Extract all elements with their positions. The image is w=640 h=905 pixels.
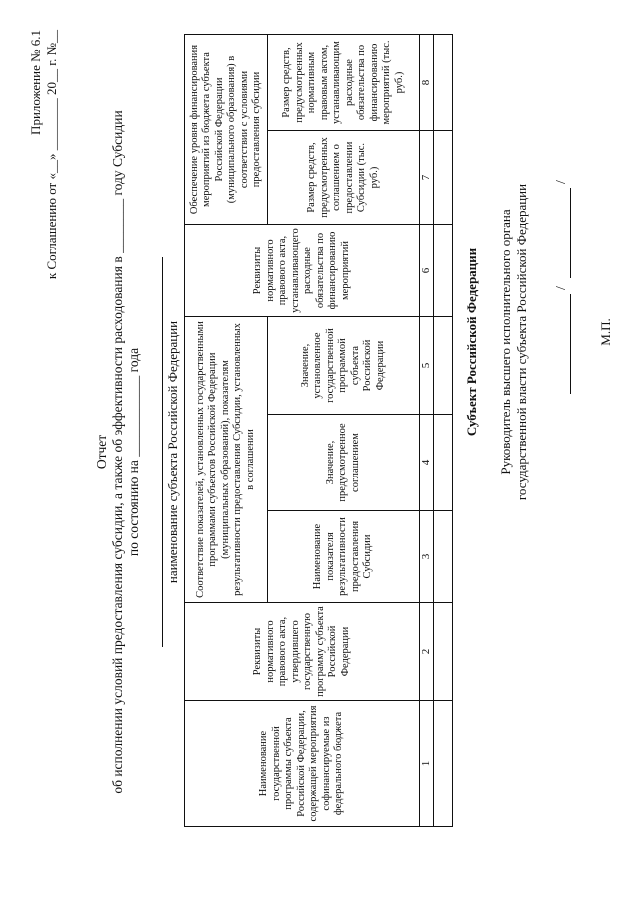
col-number: 3 [420, 511, 434, 603]
col-number: 5 [420, 317, 434, 415]
table-cell [433, 415, 452, 511]
report-date-line: по состоянию на ____________ года [126, 347, 141, 557]
col6-header: Реквизиты нормативного правового акта, устанавливающего расходные обязательства по финансированию мероприятий [185, 225, 420, 317]
table-cell [433, 35, 452, 131]
col-number: 4 [420, 415, 434, 511]
agreement-reference: к Соглашению от «__» ________ 20__ г. №__ [44, 30, 59, 280]
name-line [570, 188, 571, 278]
col-number: 1 [420, 701, 434, 827]
col-number: 7 [420, 131, 434, 225]
head-title-line1: Руководитель высшего исполнительного органа [498, 209, 513, 475]
col1-header: Наименование государственной программы субъекта Российской Федерации, содержащей мероприятия софинансируемые из федерального бюджета [185, 701, 420, 827]
col-number: 8 [420, 35, 434, 131]
subject-signature-title: Субъект Российской Федерации [464, 247, 479, 437]
report-title: Отчет [94, 434, 109, 470]
signature-line [570, 294, 571, 394]
col3-header: Наименование показателя результативности предоставления Субсидии [268, 511, 420, 603]
subject-name-field [162, 257, 163, 647]
table-cell [433, 603, 452, 701]
table-cell [433, 225, 452, 317]
table-cell [433, 511, 452, 603]
report-table [184, 34, 453, 827]
stamp-mark: М.П. [598, 318, 613, 346]
appendix-label: Приложение № 6.1 [28, 30, 43, 135]
signature-slash-2: / [554, 180, 569, 184]
col5-header: Значение, установленное государственной программой субъекта Российской Федерации [268, 317, 420, 415]
col2-header: Реквизиты нормативного правового акта, утвердившего государственную программу субъекта Российской Федерации [185, 603, 420, 701]
table-cell [433, 131, 452, 225]
subject-name-caption: наименование субъекта Российской Федерации [165, 320, 180, 584]
col-number: 2 [420, 603, 434, 701]
head-title-line2: государственной власти субъекта Российской Федерации [514, 183, 529, 501]
rotated-sheet [2, 2, 638, 902]
col-number: 6 [420, 225, 434, 317]
table-cell [433, 317, 452, 415]
group-b-header: Обеспечение уровня финансирования мероприятий из бюджета субъекта Российской Федерации (муниципального образования) в соответствии с условиями предоставления субсидии [185, 35, 268, 225]
table-cell [433, 701, 452, 827]
col7-header: Размер средств, предусмотренных соглашением о предоставлении Субсидии (тыс. руб.) [268, 131, 420, 225]
col4-header: Значение, предусмотренное соглашением [268, 415, 420, 511]
col8-header: Размер средств, предусмотренных нормативным правовым актом, устанавливающим расходные обязательства по финансированию мероприятий (тыс. руб.) [268, 35, 420, 131]
group-a-header: Соответствие показателей, установленных государственными программами субъектов Российской Федерации (муниципальных образований), показателям результативности предоставления Субсидии, установленных в соглашении [185, 317, 268, 603]
report-subtitle: об исполнении условий предоставления субсидии, а также об эффективности расходования в ________ году Субсидии [110, 110, 125, 794]
signature-slash: / [554, 286, 569, 290]
